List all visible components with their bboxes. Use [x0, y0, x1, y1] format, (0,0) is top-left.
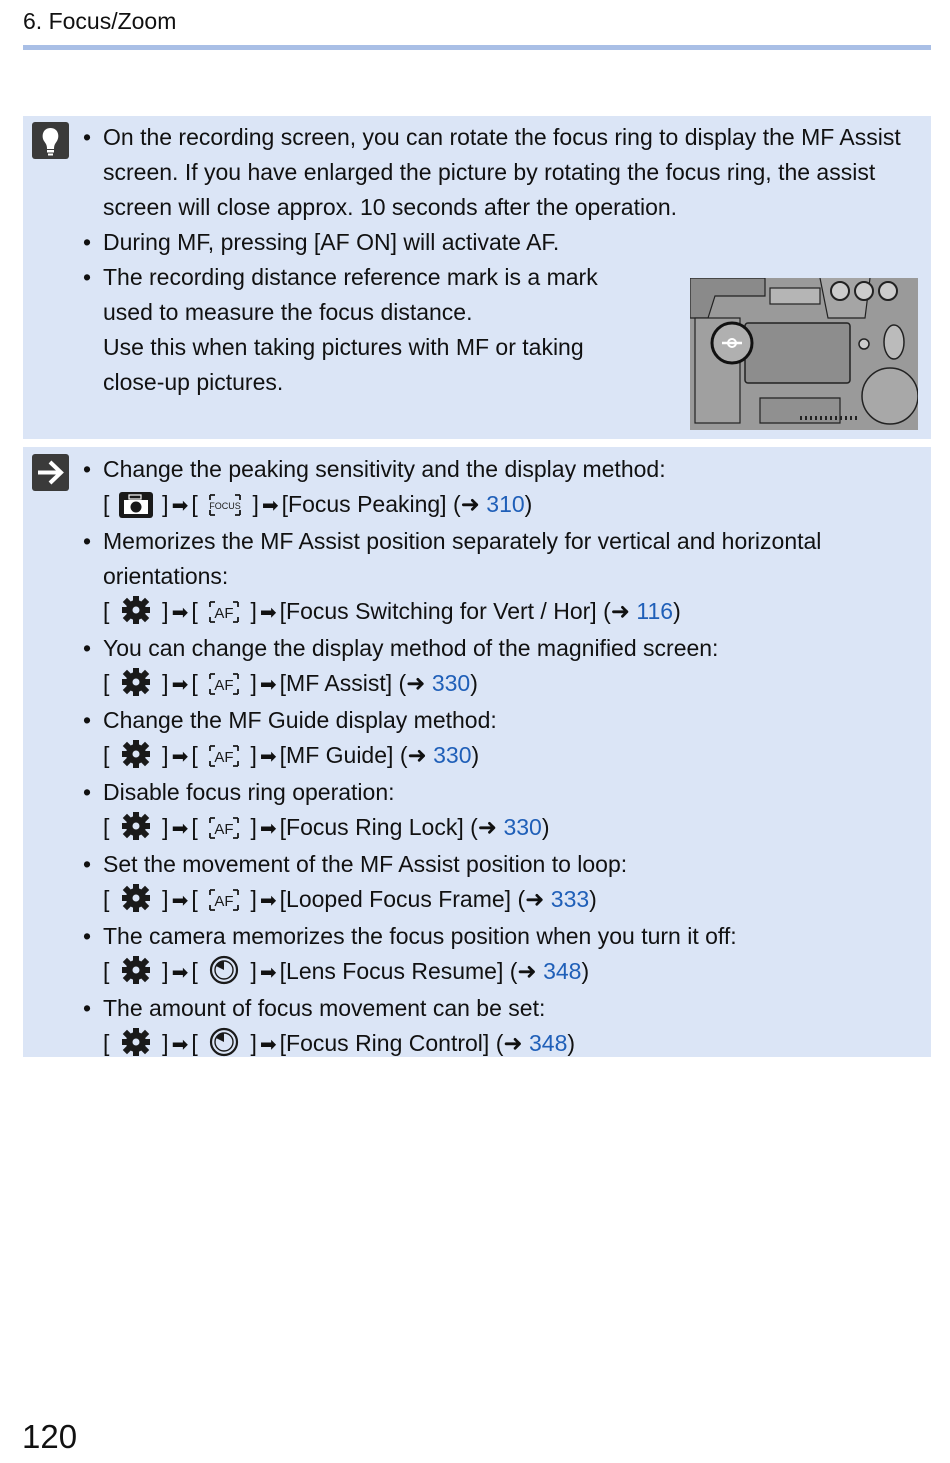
tip-item: • During MF, pressing [AF ON] will activate AF.: [80, 225, 923, 260]
page-ref-open: (➜: [495, 1030, 523, 1056]
bracket-close: ]: [162, 814, 169, 840]
page-link[interactable]: 330: [503, 814, 542, 840]
reference-description: Change the peaking sensitivity and the display method:: [103, 456, 666, 482]
reference-description: The camera memorizes the focus position when you turn it off:: [103, 923, 737, 949]
path-arrow: ➡: [171, 890, 189, 912]
reference-item: [80, 847, 923, 919]
menu-path: [103, 810, 923, 847]
bracket-open: [: [191, 814, 198, 840]
focus-menu-icon: [207, 492, 243, 518]
bracket-close: ]: [250, 958, 257, 984]
page-link[interactable]: 310: [486, 491, 525, 517]
reference-item: [80, 991, 923, 1063]
bracket-close: ]: [250, 814, 257, 840]
page-link[interactable]: 330: [433, 742, 472, 768]
bracket-close: ]: [250, 598, 257, 624]
svg-text:AF: AF: [214, 821, 234, 838]
path-arrow: ➡: [171, 962, 189, 984]
af-menu-icon: [207, 599, 241, 625]
chapter-title: 6. Focus/Zoom: [23, 8, 177, 34]
bracket-close: ]: [252, 491, 259, 517]
page-ref-open: (➜: [603, 598, 630, 624]
path-arrow: ➡: [259, 1034, 277, 1056]
menu-item-name: [MF Assist]: [279, 670, 393, 696]
page-ref-close: ): [541, 814, 550, 840]
svg-text:AF: AF: [214, 677, 234, 694]
page-link[interactable]: 116: [636, 598, 674, 624]
menu-item-name: [Focus Switching for Vert / Hor]: [279, 598, 597, 624]
custom-gear-icon: [119, 595, 153, 625]
reference-item: [80, 703, 923, 775]
bracket-open: [: [191, 742, 198, 768]
page-ref-open: (➜: [452, 491, 480, 517]
custom-gear-icon: [119, 739, 153, 769]
bracket-close: ]: [162, 598, 169, 624]
bracket-close: ]: [250, 886, 257, 912]
af-menu-icon: [207, 743, 241, 769]
reference-item: [80, 524, 923, 631]
path-arrow: ➡: [171, 1034, 189, 1056]
menu-path: [103, 594, 923, 631]
menu-item-name: [Lens Focus Resume]: [279, 958, 504, 984]
references-panel: [23, 447, 931, 1057]
header-rule: [23, 45, 931, 50]
bracket-close: ]: [162, 1030, 169, 1056]
path-arrow: ➡: [261, 495, 279, 517]
path-arrow: ➡: [171, 674, 189, 696]
bracket-open: [: [103, 1030, 110, 1056]
svg-text:AF: AF: [214, 893, 234, 910]
reference-item: [80, 631, 923, 703]
tip-line: used to measure the focus distance.: [103, 299, 473, 325]
bracket-open: [: [191, 598, 198, 624]
bracket-open: [: [191, 1030, 198, 1056]
reference-item: [80, 775, 923, 847]
tip-item: • On the recording screen, you can rotate the focus ring to display the MF Assist screen. If you have enlarged the picture by rotating the focus ring, the assist screen will close approx. 10 seconds after the operation.: [80, 120, 923, 225]
bracket-open: [: [191, 670, 198, 696]
bracket-open: [: [103, 598, 110, 624]
bracket-close: ]: [250, 742, 257, 768]
page-ref-close: ): [471, 742, 480, 768]
path-arrow: ➡: [259, 746, 277, 768]
camera-reference-mark-illustration: [690, 278, 918, 430]
arrow-right-icon: [32, 454, 69, 491]
path-arrow: ➡: [171, 495, 189, 517]
menu-item-name: [Focus Ring Lock]: [279, 814, 464, 840]
menu-item-name: [Looped Focus Frame]: [279, 886, 512, 912]
bracket-open: [: [191, 958, 198, 984]
menu-path: [103, 1026, 923, 1063]
custom-gear-icon: [119, 955, 153, 985]
bracket-open: [: [191, 886, 198, 912]
bracket-close: ]: [162, 670, 169, 696]
af-menu-icon: [207, 815, 241, 841]
bracket-open: [: [103, 958, 110, 984]
tips-panel: [23, 116, 931, 439]
page-link[interactable]: 348: [543, 958, 582, 984]
page-link[interactable]: 348: [529, 1030, 568, 1056]
path-arrow: ➡: [259, 602, 277, 624]
custom-gear-icon: [119, 811, 153, 841]
menu-item-name: [Focus Ring Control]: [279, 1030, 490, 1056]
path-arrow: ➡: [259, 674, 277, 696]
page-link[interactable]: 333: [550, 886, 590, 912]
page-ref-close: ): [581, 958, 590, 984]
page-ref-close: ): [589, 886, 597, 912]
svg-text:AF: AF: [214, 749, 234, 766]
bracket-close: ]: [250, 1030, 257, 1056]
bracket-close: ]: [162, 886, 169, 912]
path-arrow: ➡: [171, 602, 189, 624]
page-ref-close: ): [673, 598, 681, 624]
path-arrow: ➡: [171, 746, 189, 768]
custom-gear-icon: [119, 667, 153, 697]
af-menu-icon: [207, 887, 241, 913]
menu-item-name: [Focus Peaking]: [281, 491, 447, 517]
menu-path: [103, 738, 923, 775]
bracket-open: [: [103, 491, 110, 517]
page-ref-open: (➜: [398, 670, 426, 696]
custom-gear-icon: [119, 1027, 153, 1057]
camera-icon: [119, 492, 153, 518]
page-ref-open: (➜: [509, 958, 537, 984]
bracket-close: ]: [250, 670, 257, 696]
tip-line: close-up pictures.: [103, 369, 284, 395]
bracket-close: ]: [162, 742, 169, 768]
page-link[interactable]: 330: [431, 670, 471, 696]
menu-path: [103, 666, 923, 703]
page-ref-close: ): [470, 670, 478, 696]
menu-path: [103, 487, 923, 524]
bracket-open: [: [191, 491, 198, 517]
custom-gear-icon: [119, 883, 153, 913]
lens-menu-icon: [207, 1027, 241, 1057]
reference-description: Disable focus ring operation:: [103, 779, 395, 805]
path-arrow: ➡: [259, 818, 277, 840]
bracket-open: [: [103, 814, 110, 840]
page-ref-open: (➜: [517, 886, 545, 912]
page-ref-close: ): [524, 491, 533, 517]
reference-item: [80, 452, 923, 524]
svg-text:AF: AF: [214, 605, 234, 622]
page-ref-close: ): [567, 1030, 576, 1056]
reference-description: The amount of focus movement can be set:: [103, 995, 546, 1021]
path-arrow: ➡: [171, 818, 189, 840]
bracket-open: [: [103, 670, 110, 696]
tip-line: • The recording distance reference mark is a mark: [103, 264, 598, 290]
bracket-close: ]: [162, 958, 169, 984]
menu-path: [103, 882, 923, 919]
bracket-open: [: [103, 742, 110, 768]
reference-description: Memorizes the MF Assist position separately for vertical and horizontal orientations:: [103, 528, 822, 589]
page-ref-open: (➜: [399, 742, 427, 768]
path-arrow: ➡: [259, 962, 277, 984]
path-arrow: ➡: [259, 890, 277, 912]
bracket-open: [: [103, 886, 110, 912]
reference-description: You can change the display method of the magnified screen:: [103, 635, 719, 661]
bracket-close: ]: [162, 491, 169, 517]
af-menu-icon: [207, 671, 241, 697]
references-list: [80, 452, 923, 1063]
svg-text:FOCUS: FOCUS: [209, 501, 241, 511]
tip-line: Use this when taking pictures with MF or taking: [103, 334, 584, 360]
lens-menu-icon: [207, 955, 241, 985]
reference-description: Set the movement of the MF Assist position to loop:: [103, 851, 628, 877]
lightbulb-icon: [32, 122, 69, 159]
menu-item-name: [MF Guide]: [279, 742, 394, 768]
page-ref-open: (➜: [470, 814, 498, 840]
reference-item: [80, 919, 923, 991]
menu-path: [103, 954, 923, 991]
page-number: 120: [22, 1418, 78, 1455]
reference-description: Change the MF Guide display method:: [103, 707, 497, 733]
